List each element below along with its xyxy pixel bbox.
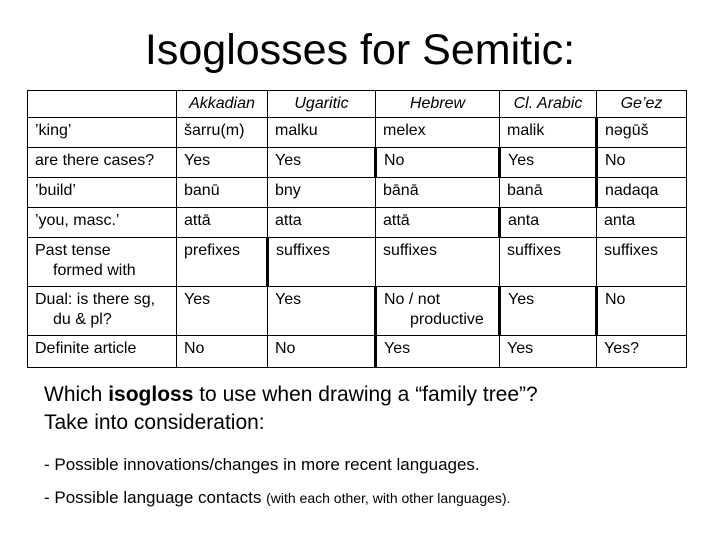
value-cell: šarru(m) [177,118,268,148]
value-cell: No [268,336,376,368]
table-row [28,238,687,287]
question-text [44,381,538,437]
table-row [28,118,687,148]
bullet-contacts-main: - Possible language contacts [44,488,267,507]
value-cell: No [177,336,268,368]
value-cell: Yes [268,287,376,336]
value-cell: Yes [500,287,597,336]
value-cell: anta [597,208,687,238]
value-cell: Yes [500,336,597,368]
value-cell: Yes [177,287,268,336]
value-cell: Yes [268,148,376,178]
value-cell: suffixes [500,238,597,287]
value-cell: Yes? [597,336,687,368]
feature-line-1: Dual: is there sg, [35,291,156,308]
feature-cell: ’king’ [28,118,177,148]
header-empty-cell [28,91,177,118]
value-line-2: productive [410,311,484,328]
value-cell: attā [177,208,268,238]
question-bold: isogloss [108,383,194,406]
value-cell: malku [268,118,376,148]
bullet-innovations: - Possible innovations/changes in more recent languages. [44,455,480,474]
value-cell: banā [500,178,597,208]
value-cell: banū [177,178,268,208]
bullet-contacts [44,488,510,508]
question-pre: Which [44,383,109,406]
feature-line-2: formed with [53,262,136,279]
value-cell: atta [268,208,376,238]
value-cell: anta [500,208,597,238]
table-row [28,287,687,336]
value-cell: Yes [376,336,500,368]
table-row [28,336,687,368]
header-akkadian: Akkadian [177,91,268,118]
value-cell: No [597,287,687,336]
question-post: to use when drawing a “family tree”? [193,383,538,406]
feature-cell [28,287,177,336]
header-ugaritic: Ugaritic [268,91,376,118]
header-hebrew: Hebrew [376,91,500,118]
value-line-1: No / not [384,291,441,308]
value-cell: No [376,148,500,178]
feature-cell [28,238,177,287]
feature-cell: Definite article [28,336,177,368]
table-row [28,148,687,178]
value-cell: malik [500,118,597,148]
value-cell: Yes [177,148,268,178]
value-cell: attā [376,208,500,238]
table-header-row [28,91,687,118]
header-arabic: Cl. Arabic [500,91,597,118]
feature-cell: ’you, masc.’ [28,208,177,238]
value-cell: nəgūš [597,118,687,148]
value-cell: melex [376,118,500,148]
value-cell: suffixes [268,238,376,287]
value-cell: suffixes [376,238,500,287]
question-line-2: Take into consideration: [44,411,265,434]
feature-cell: are there cases? [28,148,177,178]
slide-title: Isoglosses for Semitic: [144,26,576,74]
value-cell [376,287,500,336]
value-cell: No [597,148,687,178]
value-cell: nadaqa [597,178,687,208]
feature-cell: ’build’ [28,178,177,208]
table-row [28,208,687,238]
feature-line-1: Past tense [35,242,111,259]
table-row [28,178,687,208]
value-cell: bny [268,178,376,208]
isogloss-table [27,90,687,368]
bullet-contacts-note: (with each other, with other languages). [266,490,511,506]
value-cell: prefixes [177,238,268,287]
feature-line-2: du & pl? [53,311,112,328]
value-cell: Yes [500,148,597,178]
header-geez: Ge’ez [597,91,687,118]
value-cell: suffixes [597,238,687,287]
value-cell: bānā [376,178,500,208]
